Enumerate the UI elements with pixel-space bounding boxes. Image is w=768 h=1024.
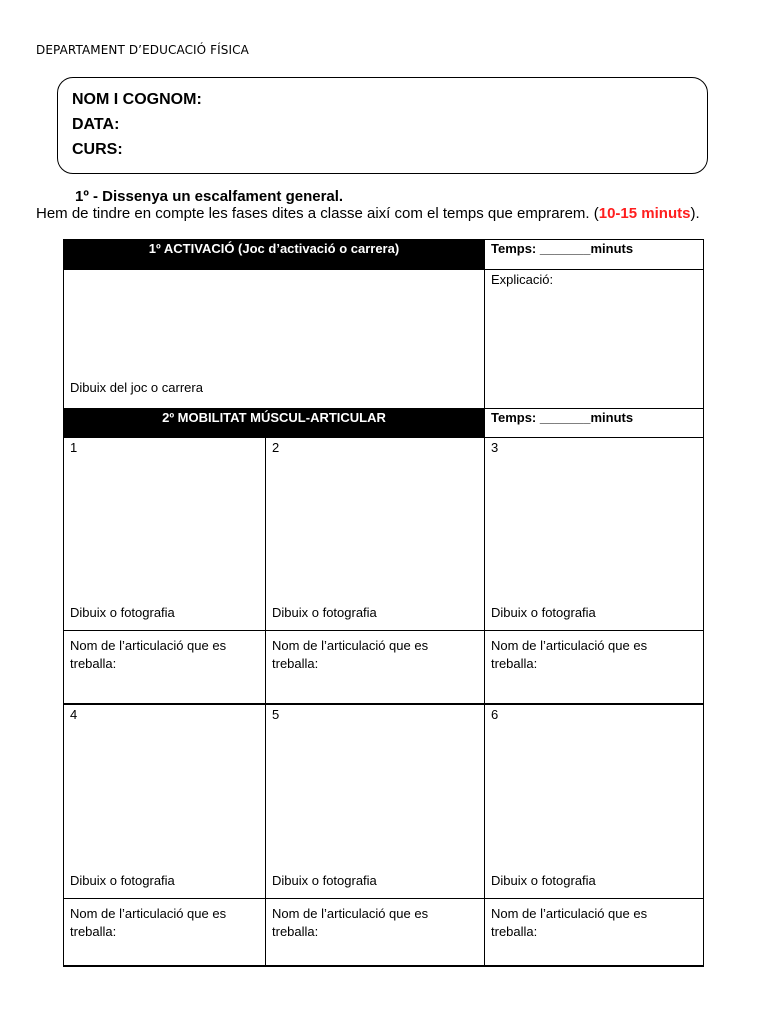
cell-number: 6 — [491, 707, 499, 722]
joint-name-cell-1[interactable] — [63, 630, 266, 705]
drawing-cell-2[interactable] — [265, 437, 485, 631]
cell-number: 4 — [70, 707, 78, 722]
joint-name-label: Nom de l’articulació que es treballa: — [491, 638, 648, 671]
activation-drawing-area[interactable] — [63, 269, 485, 409]
date-field-label[interactable]: DATA: — [72, 116, 120, 133]
drawing-caption: Dibuix o fotografia — [70, 873, 175, 888]
intro-end: ). — [690, 205, 700, 222]
drawing-cell-6[interactable] — [484, 704, 704, 899]
joint-name-label: Nom de l’articulació que es treballa: — [272, 638, 429, 671]
mobility-time-label: Temps: _______minuts — [491, 410, 634, 425]
student-info-box — [57, 77, 708, 174]
joint-name-cell-2[interactable] — [265, 630, 485, 705]
mobility-header-text: 2º MOBILITAT MÚSCUL-ARTICULAR — [162, 410, 386, 425]
joint-name-label: Nom de l’articulació que es treballa: — [70, 906, 227, 939]
cell-number: 5 — [272, 707, 280, 722]
drawing-cell-4[interactable] — [63, 704, 266, 899]
drawing-cell-1[interactable] — [63, 437, 266, 631]
drawing-caption: Dibuix o fotografia — [272, 605, 377, 620]
intro-highlight: 10-15 minuts — [598, 205, 691, 222]
cell-number: 3 — [491, 440, 499, 455]
activation-time-field[interactable] — [484, 239, 704, 270]
task-title: 1º - Dissenya un escalfament general. — [75, 188, 344, 205]
activation-header-text: 1º ACTIVACIÓ (Joc d’activació o carrera) — [148, 241, 400, 256]
mobility-header — [63, 408, 485, 438]
drawing-cell-3[interactable] — [484, 437, 704, 631]
task-intro — [36, 205, 700, 222]
joint-name-cell-6[interactable] — [484, 898, 704, 967]
activation-drawing-caption: Dibuix del joc o carrera — [70, 380, 203, 395]
drawing-caption: Dibuix o fotografia — [272, 873, 377, 888]
department-header: DEPARTAMENT D’EDUCACIÓ FÍSICA — [36, 43, 249, 57]
intro-text: Hem de tindre en compte les fases dites a classe així com el temps que emprarem. ( — [36, 205, 599, 222]
drawing-caption: Dibuix o fotografia — [491, 873, 596, 888]
mobility-time-field[interactable] — [484, 408, 704, 438]
drawing-cell-5[interactable] — [265, 704, 485, 899]
joint-name-cell-3[interactable] — [484, 630, 704, 705]
cell-number: 1 — [70, 440, 78, 455]
drawing-caption: Dibuix o fotografia — [70, 605, 175, 620]
name-field-label[interactable]: NOM I COGNOM: — [72, 91, 202, 108]
joint-name-label: Nom de l’articulació que es treballa: — [491, 906, 648, 939]
explanation-label: Explicació: — [491, 272, 554, 287]
explanation-area[interactable] — [484, 269, 704, 409]
activation-header — [63, 239, 485, 270]
cell-number: 2 — [272, 440, 280, 455]
joint-name-label: Nom de l’articulació que es treballa: — [272, 906, 429, 939]
course-field-label[interactable]: CURS: — [72, 141, 123, 158]
drawing-caption: Dibuix o fotografia — [491, 605, 596, 620]
joint-name-cell-4[interactable] — [63, 898, 266, 967]
joint-name-label: Nom de l’articulació que es treballa: — [70, 638, 227, 671]
joint-name-cell-5[interactable] — [265, 898, 485, 967]
activation-time-label: Temps: _______minuts — [491, 241, 634, 256]
